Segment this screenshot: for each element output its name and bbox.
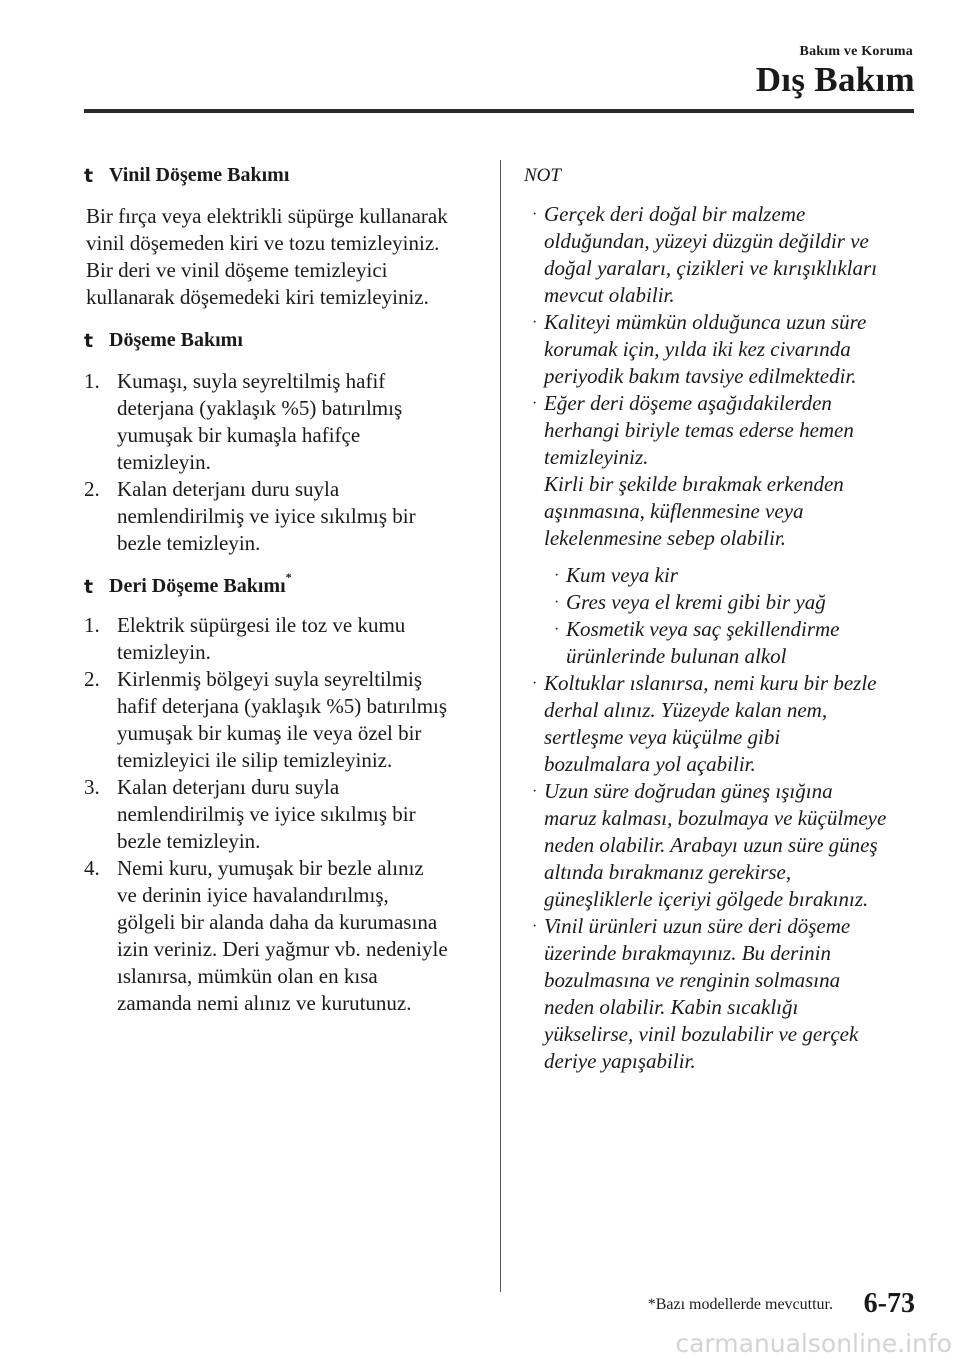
list-item (522, 670, 917, 778)
list-item (84, 368, 479, 476)
section-marker-icon: t (84, 330, 94, 352)
text-line: bezle temizleyin. (117, 829, 261, 853)
leather-steps (84, 612, 479, 1017)
text-line: nemlendirilmiş ve iyice sıkılmış bir (117, 504, 416, 528)
step-number: 1. (84, 613, 100, 637)
text-line: temizleyici ile silip temizleyiniz. (117, 748, 393, 772)
list-item (84, 855, 479, 1017)
list-item (84, 666, 479, 774)
text-line: Eğer deri döşeme aşağıdakilerden (544, 391, 832, 415)
list-item (522, 309, 917, 390)
left-column (84, 162, 479, 1017)
list-item (522, 390, 917, 552)
text-line: Kalan deterjanı duru suyla (117, 477, 340, 501)
text-line: Bir deri ve vinil döşeme temizleyici (86, 258, 388, 282)
text-line: sertleşme veya küçülme gibi (544, 725, 781, 749)
text-line: herhangi biriyle temas ederse hemen (544, 418, 854, 442)
leather-care-heading-text: Deri Döşeme Bakımı (109, 575, 286, 597)
text-line: Kum veya kir (566, 563, 678, 587)
text-line: güneşliklerle içeriyi gölgede bırakınız. (544, 887, 869, 911)
step-number: 2. (84, 477, 100, 501)
text-line: olduğundan, yüzeyi düzgün değildir ve (544, 229, 869, 253)
upholstery-steps (84, 368, 479, 557)
note-label: NOT (524, 165, 561, 186)
text-line: Kalan deterjanı duru suyla (117, 775, 340, 799)
header-rule (84, 109, 914, 113)
bullet-icon: · (532, 675, 538, 692)
note-list (522, 201, 917, 552)
page-number: 6-73 (863, 1288, 915, 1319)
text-line: Nemi kuru, yumuşak bir bezle alınız (117, 856, 424, 880)
text-line: Kirlenmiş bölgeyi suyla seyreltilmiş (117, 667, 423, 691)
text-line: korumak için, yılda iki kez civarında (544, 337, 851, 361)
text-line: Kosmetik veya saç şekillendirme (566, 617, 840, 641)
text-line: gölgeli bir alanda daha da kurumasına (117, 910, 438, 934)
bullet-icon: · (532, 395, 538, 412)
text-line: deterjana (yaklaşık %5) batırılmış (117, 396, 403, 420)
text-line: zamanda nemi alınız ve kurutunuz. (117, 991, 412, 1015)
text-line: yükselirse, vinil bozulabilir ve gerçek (544, 1022, 859, 1046)
bullet-icon: · (532, 783, 538, 800)
vinyl-care-heading (84, 162, 479, 189)
list-item (84, 476, 479, 557)
section-marker-icon: t (84, 576, 94, 598)
availability-mark: * (285, 570, 292, 585)
bullet-icon: · (532, 314, 538, 331)
list-item (522, 562, 917, 589)
text-line: ıslanırsa, mümkün olan en kısa (117, 964, 378, 988)
step-number: 2. (84, 667, 100, 691)
text-line: ve derinin iyice havalandırılmış, (117, 883, 389, 907)
text-line: mevcut olabilir. (544, 283, 675, 307)
list-item (84, 612, 479, 666)
text-line: ürünlerinde bulunan alkol (566, 644, 787, 668)
text-line: Vinil ürünleri uzun süre deri döşeme (544, 914, 851, 938)
text-line: deriye yapışabilir. (544, 1049, 696, 1073)
text-line: temizleyin. (117, 640, 211, 664)
text-line: Gerçek deri doğal bir malzeme (544, 202, 806, 226)
text-line: Gres veya el kremi gibi bir yağ (566, 590, 826, 614)
text-line: bozulmalara yol açabilir. (544, 752, 756, 776)
text-line: Kaliteyi mümkün olduğunca uzun süre (544, 310, 867, 334)
list-item (522, 616, 917, 670)
vinyl-care-text (84, 203, 479, 311)
text-line: Koltuklar ıslanırsa, nemi kuru bir bezle (544, 671, 877, 695)
text-line: Bir fırça veya elektrikli süpürge kullanarak (86, 204, 448, 228)
bullet-icon: · (532, 918, 538, 935)
note-list-continued (522, 670, 917, 1075)
list-item (84, 774, 479, 855)
right-column (522, 162, 917, 1075)
header-section: Bakım ve Koruma (799, 44, 913, 59)
text-line: hafif deterjana (yaklaşık %5) batırılmış (117, 694, 448, 718)
text-line: Elektrik süpürgesi ile toz ve kumu (117, 613, 406, 637)
column-divider (500, 160, 501, 1292)
list-item (522, 913, 917, 1075)
text-line: nemlendirilmiş ve iyice sıkılmış bir (117, 802, 416, 826)
contaminant-list (522, 562, 917, 670)
page-title: Dış Bakım (755, 60, 915, 99)
text-line: izin veriniz. Deri yağmur vb. nedeniyle (117, 937, 448, 961)
text-line: yumuşak bir kumaş ile veya özel bir (117, 721, 422, 745)
footer-note: *Bazı modellerde mevcuttur. (647, 1296, 833, 1313)
vinyl-care-heading-text: Vinil Döşeme Bakımı (109, 164, 290, 186)
list-item (522, 201, 917, 309)
text-line: Kumaşı, suyla seyreltilmiş hafif (117, 369, 386, 393)
upholstery-care-heading-text: Döşeme Bakımı (109, 329, 243, 351)
bullet-icon: · (554, 594, 560, 611)
text-line: kullanarak döşemedeki kiri temizleyiniz. (86, 285, 429, 309)
text-line: Kirli bir şekilde bırakmak erkenden (544, 472, 844, 496)
text-line: üzerinde bırakmayınız. Bu derinin (544, 941, 831, 965)
text-line: vinil döşemeden kiri ve tozu temizleyiniz. (86, 231, 440, 255)
text-line: lekelenmesine sebep olabilir. (544, 526, 787, 550)
text-line: Uzun süre doğrudan güneş ışığına (544, 779, 833, 803)
bullet-icon: · (554, 621, 560, 638)
step-number: 1. (84, 369, 100, 393)
text-line: bezle temizleyin. (117, 531, 261, 555)
text-line: aşınmasına, küflenmesine veya (544, 499, 804, 523)
bullet-icon: · (554, 567, 560, 584)
text-line: neden olabilir. Kabin sıcaklığı (544, 995, 799, 1019)
upholstery-care-heading (84, 327, 479, 354)
text-line: periyodik bakım tavsiye edilmektedir. (544, 364, 857, 388)
text-line: temizleyiniz. (544, 445, 649, 469)
text-line: maruz kalması, bozulmaya ve küçülmeye (544, 806, 887, 830)
list-item (522, 589, 917, 616)
text-line: derhal alınız. Yüzeyde kalan nem, (544, 698, 828, 722)
text-line: altında bırakmanız gerekirse, (544, 860, 792, 884)
text-line: doğal yaraları, çizikleri ve kırışıklıkları (544, 256, 878, 280)
text-line: neden olabilir. Arabayı uzun süre güneş (544, 833, 878, 857)
text-line: bozulmasına ve renginin solmasına (544, 968, 841, 992)
text-line: yumuşak bir kumaşla hafifçe (117, 423, 361, 447)
watermark: carmanualsonline.info (675, 1329, 952, 1358)
step-number: 3. (84, 775, 100, 799)
text-line: temizleyin. (117, 450, 211, 474)
section-marker-icon: t (84, 165, 94, 187)
list-item (522, 778, 917, 913)
step-number: 4. (84, 856, 100, 880)
leather-care-heading (84, 570, 479, 600)
bullet-icon: · (532, 206, 538, 223)
